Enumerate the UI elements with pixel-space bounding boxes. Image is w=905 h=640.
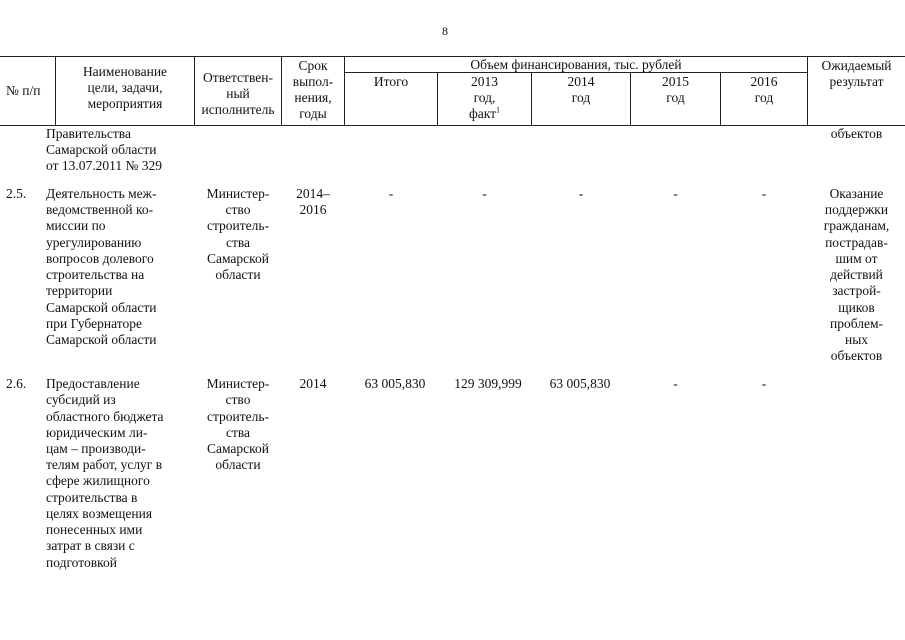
row-2-5-2016: - xyxy=(761,186,767,201)
row-2-6-name-8: строительства в xyxy=(46,490,138,505)
row-2-6-name-12: подготовкой xyxy=(46,555,117,570)
header-2016-1: 2016 xyxy=(750,74,778,89)
row-2-5-resp-6: области xyxy=(215,267,261,282)
row-2-5-result-1: Оказание xyxy=(829,186,884,201)
row-2-5-name-4: урегулированию xyxy=(46,235,142,250)
header-name-1: Наименование xyxy=(82,64,168,79)
row-2-5-name-8: Самарской области xyxy=(46,300,157,315)
row-2-6-resp-1: Министер- xyxy=(206,376,270,391)
row-2-6-name-6: телям работ, услуг в xyxy=(46,457,163,472)
header-term-2: выпол- xyxy=(292,74,334,89)
row-2-6-resp-5: Самарской xyxy=(206,441,270,456)
row-2-5-result-11: объектов xyxy=(830,348,883,363)
header-2014-1: 2014 xyxy=(567,74,595,89)
header-total: Итого xyxy=(373,74,409,89)
row-2-6-2013: 129 309,999 xyxy=(454,376,522,391)
row-2-5-term-2: 2016 xyxy=(299,202,327,217)
row-2-6-2016: - xyxy=(761,376,767,391)
row-2-5-name-3: миссии по xyxy=(46,218,106,233)
row-2-6-name-9: целях возмещения xyxy=(46,506,153,521)
row-2-5-2014: - xyxy=(578,186,584,201)
row-2-5-term-1: 2014– xyxy=(296,186,330,201)
row-2-6-resp-3: строитель- xyxy=(206,409,270,424)
row-2-5-result-8: щиков xyxy=(838,300,875,315)
row-2-5-result-7: застрой- xyxy=(832,283,881,298)
continuation-name-1: Правительства xyxy=(46,126,131,141)
row-2-6-name-4: юридическим ли- xyxy=(46,425,148,440)
header-resp-2: ный xyxy=(226,86,250,101)
header-2013-3 xyxy=(438,106,531,122)
row-2-6-name-1: Предоставление xyxy=(46,376,140,391)
row-2-5-name-5: вопросов долевого xyxy=(46,251,154,266)
row-2-6-num: 2.6. xyxy=(6,376,27,391)
header-2016-2: год xyxy=(754,90,774,105)
row-2-6-resp-6: области xyxy=(215,457,261,472)
header-2013-1: 2013 xyxy=(471,74,498,89)
row-2-5-name-2: ведомственной ко- xyxy=(46,202,154,217)
row-2-6-name-10: понесенных ими xyxy=(46,522,143,537)
row-2-6-name-11: затрат в связи с xyxy=(46,538,135,553)
row-2-5-resp-3: строитель- xyxy=(206,218,270,233)
header-result-2: результат xyxy=(829,74,884,89)
row-2-5-2015: - xyxy=(673,186,678,201)
page-number: 8 xyxy=(442,24,448,38)
row-2-6-2015: - xyxy=(673,376,678,391)
header-resp-3: исполнитель xyxy=(201,102,275,117)
header-name-2: цели, задачи, xyxy=(87,80,163,95)
continuation-result: объектов xyxy=(830,126,883,141)
row-2-5-name-6: строительства на xyxy=(46,267,145,282)
row-2-6-name-2: субсидий из xyxy=(46,392,116,407)
row-2-5-result-9: проблем- xyxy=(829,316,884,331)
header-term-3: нения, xyxy=(294,90,332,105)
row-2-5-total: - xyxy=(388,186,394,201)
row-2-6-name-5: цам – производи- xyxy=(46,441,146,456)
row-2-5-num: 2.5. xyxy=(6,186,27,201)
row-2-5-resp-4: ства xyxy=(225,235,251,250)
row-2-5-name-1: Деятельность меж- xyxy=(46,186,157,201)
continuation-name-3: от 13.07.2011 № 329 xyxy=(46,158,162,173)
header-term-1: Срок xyxy=(298,58,328,73)
header-financing-title: Объем финансирования, тыс. рублей xyxy=(470,57,682,72)
header-2015-2: год xyxy=(666,90,685,105)
header-num: № п/п xyxy=(6,83,41,98)
header-2013-fact: факт xyxy=(468,106,497,121)
row-2-5-result-2: поддержки xyxy=(824,202,889,217)
row-2-6-name-7: сфере жилищного xyxy=(46,473,150,488)
header-2015-1: 2015 xyxy=(662,74,689,89)
header-result-1: Ожидаемый xyxy=(821,58,892,73)
row-2-5-name-9: при Губернаторе xyxy=(46,316,142,331)
header-2014-2: год xyxy=(571,90,591,105)
row-2-5-result-10: ных xyxy=(844,332,869,347)
row-2-5-2013: - xyxy=(482,186,487,201)
header-term-4: годы xyxy=(299,106,327,121)
row-2-6-resp-2: ство xyxy=(225,392,251,407)
row-2-6-resp-4: ства xyxy=(225,425,251,440)
row-2-5-name-10: Самарской области xyxy=(46,332,157,347)
row-2-5-result-4: пострадав- xyxy=(825,235,888,250)
continuation-name-2: Самарской области xyxy=(46,142,157,157)
header-name-3: мероприятия xyxy=(87,96,163,111)
row-2-6-2014: 63 005,830 xyxy=(549,376,611,391)
header-2013-2: год, xyxy=(473,90,496,105)
row-2-5-result-5: шим от xyxy=(835,251,878,266)
header-resp-1: Ответствен- xyxy=(203,70,273,85)
row-2-6-term: 2014 xyxy=(299,376,327,391)
row-2-6-name-3: областного бюджета xyxy=(46,409,164,424)
header-bottom-border xyxy=(0,125,905,126)
row-2-6-total: 63 005,830 xyxy=(364,376,426,391)
footnote-marker: 1 xyxy=(496,105,501,115)
row-2-5-resp-1: Министер- xyxy=(206,186,270,201)
row-2-5-name-7: территории xyxy=(46,283,113,298)
row-2-5-result-6: действий xyxy=(830,267,883,282)
row-2-5-result-3: гражданам, xyxy=(823,218,890,233)
row-2-5-resp-2: ство xyxy=(225,202,251,217)
row-2-5-resp-5: Самарской xyxy=(206,251,270,266)
